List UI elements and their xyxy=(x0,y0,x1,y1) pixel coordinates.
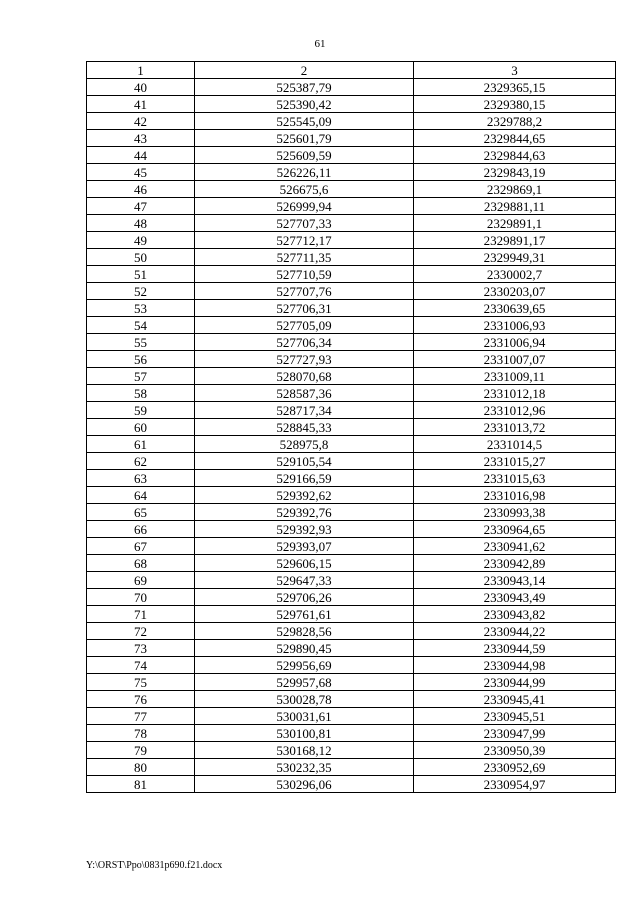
cell-y-coordinate: 2331012,96 xyxy=(414,402,616,419)
table-row xyxy=(87,385,616,402)
cell-point-number: 54 xyxy=(87,317,195,334)
table-row xyxy=(87,232,616,249)
table-row xyxy=(87,419,616,436)
cell-y-coordinate: 2331015,27 xyxy=(414,453,616,470)
table-header-row xyxy=(87,62,616,79)
cell-x-coordinate: 529828,56 xyxy=(195,623,414,640)
cell-point-number: 77 xyxy=(87,708,195,725)
table-row xyxy=(87,283,616,300)
cell-x-coordinate: 530031,61 xyxy=(195,708,414,725)
cell-x-coordinate: 526226,11 xyxy=(195,164,414,181)
cell-point-number: 49 xyxy=(87,232,195,249)
cell-point-number: 44 xyxy=(87,147,195,164)
cell-x-coordinate: 527727,93 xyxy=(195,351,414,368)
cell-x-coordinate: 526999,94 xyxy=(195,198,414,215)
cell-point-number: 71 xyxy=(87,606,195,623)
table-row xyxy=(87,249,616,266)
cell-x-coordinate: 529956,69 xyxy=(195,657,414,674)
cell-y-coordinate: 2330944,59 xyxy=(414,640,616,657)
cell-y-coordinate: 2330943,14 xyxy=(414,572,616,589)
cell-point-number: 65 xyxy=(87,504,195,521)
cell-point-number: 46 xyxy=(87,181,195,198)
cell-point-number: 74 xyxy=(87,657,195,674)
cell-point-number: 67 xyxy=(87,538,195,555)
cell-y-coordinate: 2331016,98 xyxy=(414,487,616,504)
cell-y-coordinate: 2329380,15 xyxy=(414,96,616,113)
cell-point-number: 81 xyxy=(87,776,195,793)
table-row xyxy=(87,300,616,317)
table-row xyxy=(87,368,616,385)
table-row xyxy=(87,776,616,793)
table-row xyxy=(87,79,616,96)
cell-x-coordinate: 528717,34 xyxy=(195,402,414,419)
table-row xyxy=(87,96,616,113)
cell-point-number: 40 xyxy=(87,79,195,96)
cell-point-number: 66 xyxy=(87,521,195,538)
table-row xyxy=(87,589,616,606)
cell-point-number: 45 xyxy=(87,164,195,181)
cell-y-coordinate: 2330203,07 xyxy=(414,283,616,300)
cell-point-number: 64 xyxy=(87,487,195,504)
cell-y-coordinate: 2329788,2 xyxy=(414,113,616,130)
cell-x-coordinate: 527707,33 xyxy=(195,215,414,232)
table-row xyxy=(87,657,616,674)
table-row xyxy=(87,334,616,351)
header-cell-y: 3 xyxy=(414,62,616,79)
table-row xyxy=(87,436,616,453)
cell-point-number: 50 xyxy=(87,249,195,266)
cell-x-coordinate: 528975,8 xyxy=(195,436,414,453)
cell-point-number: 53 xyxy=(87,300,195,317)
cell-x-coordinate: 529647,33 xyxy=(195,572,414,589)
cell-y-coordinate: 2330952,69 xyxy=(414,759,616,776)
cell-x-coordinate: 529706,26 xyxy=(195,589,414,606)
cell-point-number: 61 xyxy=(87,436,195,453)
table-row xyxy=(87,674,616,691)
cell-point-number: 68 xyxy=(87,555,195,572)
table-row xyxy=(87,623,616,640)
cell-point-number: 51 xyxy=(87,266,195,283)
cell-x-coordinate: 530100,81 xyxy=(195,725,414,742)
table-row xyxy=(87,521,616,538)
table-row xyxy=(87,113,616,130)
table-row xyxy=(87,504,616,521)
cell-x-coordinate: 530028,78 xyxy=(195,691,414,708)
page-number: 61 xyxy=(314,38,326,50)
table-row xyxy=(87,470,616,487)
table-row xyxy=(87,538,616,555)
cell-y-coordinate: 2330945,51 xyxy=(414,708,616,725)
cell-x-coordinate: 525601,79 xyxy=(195,130,414,147)
cell-y-coordinate: 2330944,22 xyxy=(414,623,616,640)
cell-x-coordinate: 529393,07 xyxy=(195,538,414,555)
cell-y-coordinate: 2329949,31 xyxy=(414,249,616,266)
cell-y-coordinate: 2331007,07 xyxy=(414,351,616,368)
cell-x-coordinate: 525545,09 xyxy=(195,113,414,130)
table-row xyxy=(87,742,616,759)
cell-x-coordinate: 527706,31 xyxy=(195,300,414,317)
table-row xyxy=(87,130,616,147)
cell-y-coordinate: 2330944,99 xyxy=(414,674,616,691)
table-row xyxy=(87,555,616,572)
table-row xyxy=(87,759,616,776)
cell-y-coordinate: 2330639,65 xyxy=(414,300,616,317)
cell-y-coordinate: 2329869,1 xyxy=(414,181,616,198)
table-row xyxy=(87,147,616,164)
cell-x-coordinate: 525387,79 xyxy=(195,79,414,96)
cell-x-coordinate: 530168,12 xyxy=(195,742,414,759)
cell-x-coordinate: 529392,93 xyxy=(195,521,414,538)
cell-x-coordinate: 528845,33 xyxy=(195,419,414,436)
cell-y-coordinate: 2330943,82 xyxy=(414,606,616,623)
cell-x-coordinate: 527712,17 xyxy=(195,232,414,249)
cell-y-coordinate: 2330954,97 xyxy=(414,776,616,793)
cell-y-coordinate: 2329365,15 xyxy=(414,79,616,96)
cell-x-coordinate: 529105,54 xyxy=(195,453,414,470)
cell-y-coordinate: 2331006,93 xyxy=(414,317,616,334)
table-row xyxy=(87,164,616,181)
cell-y-coordinate: 2331015,63 xyxy=(414,470,616,487)
cell-x-coordinate: 528070,68 xyxy=(195,368,414,385)
cell-x-coordinate: 530296,06 xyxy=(195,776,414,793)
cell-point-number: 56 xyxy=(87,351,195,368)
cell-point-number: 47 xyxy=(87,198,195,215)
cell-y-coordinate: 2329844,65 xyxy=(414,130,616,147)
cell-y-coordinate: 2330002,7 xyxy=(414,266,616,283)
cell-point-number: 80 xyxy=(87,759,195,776)
cell-point-number: 57 xyxy=(87,368,195,385)
cell-x-coordinate: 527706,34 xyxy=(195,334,414,351)
cell-x-coordinate: 530232,35 xyxy=(195,759,414,776)
cell-point-number: 42 xyxy=(87,113,195,130)
cell-x-coordinate: 527710,59 xyxy=(195,266,414,283)
table-row xyxy=(87,606,616,623)
cell-point-number: 79 xyxy=(87,742,195,759)
table-row xyxy=(87,640,616,657)
cell-point-number: 69 xyxy=(87,572,195,589)
cell-y-coordinate: 2330945,41 xyxy=(414,691,616,708)
cell-point-number: 78 xyxy=(87,725,195,742)
cell-y-coordinate: 2331009,11 xyxy=(414,368,616,385)
table-row xyxy=(87,402,616,419)
cell-y-coordinate: 2330993,38 xyxy=(414,504,616,521)
cell-point-number: 70 xyxy=(87,589,195,606)
cell-y-coordinate: 2331014,5 xyxy=(414,436,616,453)
footer-file-path: Y:\ORST\Ppo\0831p690.f21.docx xyxy=(86,860,223,871)
cell-x-coordinate: 529761,61 xyxy=(195,606,414,623)
cell-x-coordinate: 529166,59 xyxy=(195,470,414,487)
cell-point-number: 41 xyxy=(87,96,195,113)
cell-y-coordinate: 2329891,17 xyxy=(414,232,616,249)
cell-point-number: 60 xyxy=(87,419,195,436)
table-row xyxy=(87,317,616,334)
cell-y-coordinate: 2330944,98 xyxy=(414,657,616,674)
cell-y-coordinate: 2330942,89 xyxy=(414,555,616,572)
table-row xyxy=(87,691,616,708)
cell-x-coordinate: 529392,62 xyxy=(195,487,414,504)
cell-x-coordinate: 527707,76 xyxy=(195,283,414,300)
cell-point-number: 43 xyxy=(87,130,195,147)
cell-x-coordinate: 527711,35 xyxy=(195,249,414,266)
cell-x-coordinate: 526675,6 xyxy=(195,181,414,198)
table-row xyxy=(87,725,616,742)
table-row xyxy=(87,351,616,368)
cell-point-number: 76 xyxy=(87,691,195,708)
table-row xyxy=(87,572,616,589)
cell-point-number: 55 xyxy=(87,334,195,351)
cell-y-coordinate: 2330947,99 xyxy=(414,725,616,742)
cell-y-coordinate: 2329843,19 xyxy=(414,164,616,181)
cell-point-number: 48 xyxy=(87,215,195,232)
cell-x-coordinate: 525609,59 xyxy=(195,147,414,164)
cell-point-number: 52 xyxy=(87,283,195,300)
cell-y-coordinate: 2330943,49 xyxy=(414,589,616,606)
cell-y-coordinate: 2329844,63 xyxy=(414,147,616,164)
cell-y-coordinate: 2329891,1 xyxy=(414,215,616,232)
header-cell-x: 2 xyxy=(195,62,414,79)
table-row xyxy=(87,198,616,215)
cell-point-number: 75 xyxy=(87,674,195,691)
cell-x-coordinate: 529957,68 xyxy=(195,674,414,691)
table-row xyxy=(87,215,616,232)
cell-y-coordinate: 2330964,65 xyxy=(414,521,616,538)
cell-x-coordinate: 529890,45 xyxy=(195,640,414,657)
cell-point-number: 72 xyxy=(87,623,195,640)
header-cell-point: 1 xyxy=(87,62,195,79)
cell-point-number: 73 xyxy=(87,640,195,657)
cell-point-number: 62 xyxy=(87,453,195,470)
cell-point-number: 63 xyxy=(87,470,195,487)
table-row xyxy=(87,708,616,725)
cell-x-coordinate: 525390,42 xyxy=(195,96,414,113)
cell-point-number: 58 xyxy=(87,385,195,402)
cell-y-coordinate: 2331013,72 xyxy=(414,419,616,436)
table-row xyxy=(87,487,616,504)
cell-y-coordinate: 2329881,11 xyxy=(414,198,616,215)
cell-point-number: 59 xyxy=(87,402,195,419)
cell-x-coordinate: 528587,36 xyxy=(195,385,414,402)
cell-x-coordinate: 527705,09 xyxy=(195,317,414,334)
coordinates-table xyxy=(86,61,616,793)
table-row xyxy=(87,453,616,470)
cell-y-coordinate: 2331012,18 xyxy=(414,385,616,402)
cell-y-coordinate: 2331006,94 xyxy=(414,334,616,351)
cell-x-coordinate: 529606,15 xyxy=(195,555,414,572)
table-row xyxy=(87,181,616,198)
cell-x-coordinate: 529392,76 xyxy=(195,504,414,521)
cell-y-coordinate: 2330950,39 xyxy=(414,742,616,759)
cell-y-coordinate: 2330941,62 xyxy=(414,538,616,555)
table-row xyxy=(87,266,616,283)
